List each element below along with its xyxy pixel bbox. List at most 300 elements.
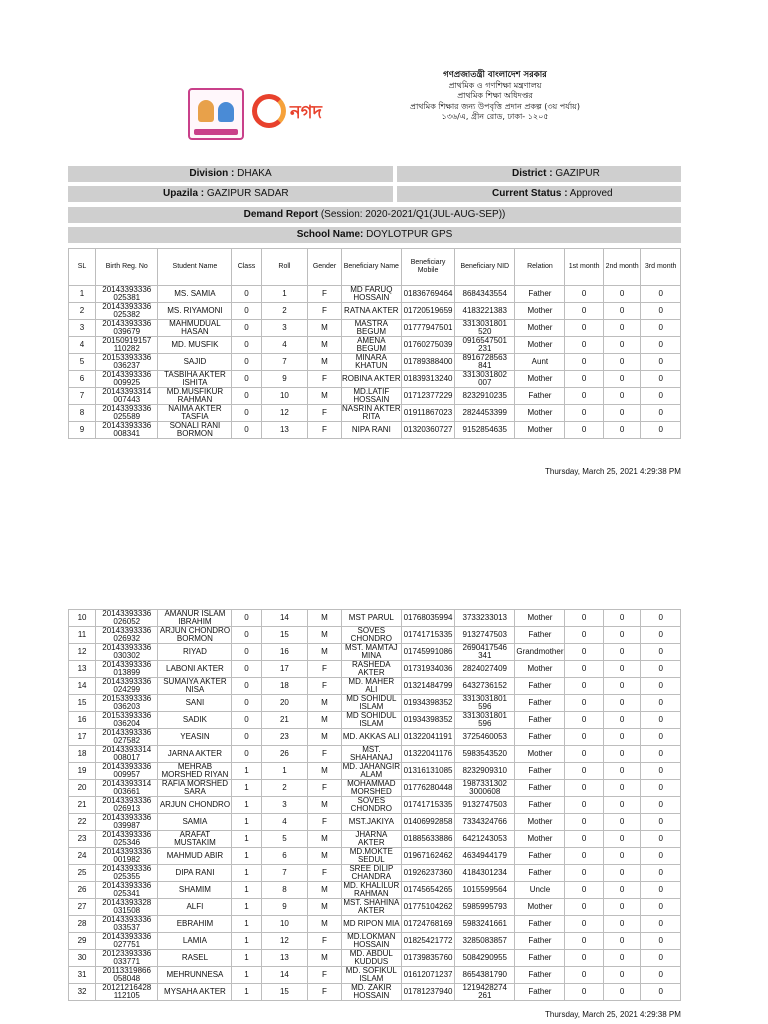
table-cell: 3 xyxy=(261,797,308,814)
table-cell: 20143393336 025382 xyxy=(96,303,158,320)
table-row xyxy=(69,695,681,712)
report-bar xyxy=(68,207,681,223)
table-cell: M xyxy=(308,354,341,371)
table-cell: 0 xyxy=(232,371,261,388)
table-cell: 4 xyxy=(69,337,96,354)
table-cell: 1 xyxy=(232,984,261,1001)
table-cell: 20153393336 036237 xyxy=(96,354,158,371)
table-cell: MS. SAMIA xyxy=(158,286,232,303)
table-cell: F xyxy=(308,967,341,984)
table-cell: 8232909310 xyxy=(455,763,515,780)
table-cell: 8 xyxy=(261,882,308,899)
table-cell: 01781237940 xyxy=(402,984,455,1001)
table-cell: 01322041176 xyxy=(402,746,455,763)
table-cell: SAJID xyxy=(158,354,232,371)
table-cell: 0 xyxy=(603,388,640,405)
table-cell: 0 xyxy=(565,695,604,712)
table-cell: 0 xyxy=(641,303,681,320)
table-cell: 0 xyxy=(232,388,261,405)
column-header: 3rd month xyxy=(641,249,681,286)
table-cell: 20153393336 036203 xyxy=(96,695,158,712)
table-cell: 0 xyxy=(603,354,640,371)
table-cell: 26 xyxy=(261,746,308,763)
table-cell: 0 xyxy=(565,797,604,814)
table-cell: 0 xyxy=(232,354,261,371)
table-row xyxy=(69,933,681,950)
table-cell: F xyxy=(308,814,341,831)
district-label: District : xyxy=(512,168,553,179)
table-cell: 0 xyxy=(232,405,261,422)
table-cell: 0 xyxy=(565,814,604,831)
table-row xyxy=(69,797,681,814)
table-cell: 8654381790 xyxy=(455,967,515,984)
table-cell: 1 xyxy=(261,763,308,780)
table-cell: MD. AKKAS ALI xyxy=(341,729,401,746)
table-cell: 1219428274 261 xyxy=(455,984,515,1001)
table-cell: 11 xyxy=(69,627,96,644)
table-cell: 20143393336 027751 xyxy=(96,933,158,950)
table-cell: 9 xyxy=(261,899,308,916)
page-header xyxy=(0,0,768,140)
primary-education-logo xyxy=(188,88,244,140)
table-cell: 20143393336 013899 xyxy=(96,661,158,678)
table-cell: LABONI AKTER xyxy=(158,661,232,678)
table-cell: Mother xyxy=(515,337,565,354)
table-cell: 01777947501 xyxy=(402,320,455,337)
table-cell: 15 xyxy=(69,695,96,712)
table-cell: 0 xyxy=(565,916,604,933)
table-cell: 01741715335 xyxy=(402,797,455,814)
table-cell: 0 xyxy=(232,422,261,439)
table-cell: 0 xyxy=(641,848,681,865)
table-cell: 2 xyxy=(69,303,96,320)
table-cell: 20153393336 036204 xyxy=(96,712,158,729)
table-cell: 26 xyxy=(69,882,96,899)
table-cell: 0 xyxy=(232,729,261,746)
table-cell: 0 xyxy=(565,865,604,882)
table-cell: 1 xyxy=(232,831,261,848)
table-cell: 1 xyxy=(232,967,261,984)
table-cell: 20143393336 026052 xyxy=(96,610,158,627)
table-cell: 1 xyxy=(232,865,261,882)
table-cell: 19 xyxy=(69,763,96,780)
table-cell: ARJUN CHONDRO xyxy=(158,797,232,814)
table-cell: 0 xyxy=(565,627,604,644)
table-cell: RAFIA MORSHED SARA xyxy=(158,780,232,797)
table-cell: YEASIN xyxy=(158,729,232,746)
table-cell: 1 xyxy=(232,916,261,933)
column-header: 1st month xyxy=(565,249,604,286)
table-cell: 7 xyxy=(69,388,96,405)
table-cell: TASBIHA AKTER ISHITA xyxy=(158,371,232,388)
nagad-logo xyxy=(250,92,340,136)
table-row xyxy=(69,899,681,916)
table-row xyxy=(69,644,681,661)
table-cell: 0 xyxy=(641,644,681,661)
table-cell: 0 xyxy=(232,661,261,678)
upazila-label: Upazila : xyxy=(163,188,205,199)
status-value: Approved xyxy=(569,188,613,199)
table-cell: 1 xyxy=(232,950,261,967)
table-cell: 20143393336 026932 xyxy=(96,627,158,644)
table-cell: SONALI RANI BORMON xyxy=(158,422,232,439)
table-cell: 8232910235 xyxy=(455,388,515,405)
table-cell: MD SOHIDUL ISLAM xyxy=(341,695,401,712)
table-cell: SOVES CHONDRO xyxy=(341,797,401,814)
table-row xyxy=(69,627,681,644)
table-cell: MD. MUSFIK xyxy=(158,337,232,354)
table-row xyxy=(69,320,681,337)
table-cell: MYSAHA AKTER xyxy=(158,984,232,1001)
table-cell: MD.MOKTE SEDUL xyxy=(341,848,401,865)
table-cell: MD. MAHER ALI xyxy=(341,678,401,695)
table-row xyxy=(69,950,681,967)
print-timestamp: Thursday, March 25, 2021 4:29:38 PM xyxy=(545,1010,681,1019)
table-cell: 01741715335 xyxy=(402,627,455,644)
table-cell: MD.LOKMAN HOSSAIN xyxy=(341,933,401,950)
table-cell: 0 xyxy=(641,729,681,746)
table-row xyxy=(69,746,681,763)
table-cell: F xyxy=(308,746,341,763)
table-cell: 01712377229 xyxy=(402,388,455,405)
table-row xyxy=(69,286,681,303)
table-cell: M xyxy=(308,899,341,916)
table-cell: 0 xyxy=(232,337,261,354)
table-cell: 0 xyxy=(603,916,640,933)
table-cell: 0 xyxy=(603,371,640,388)
table-cell: 0 xyxy=(641,354,681,371)
upazila-bar xyxy=(68,186,393,202)
table-cell: 13 xyxy=(261,422,308,439)
table-cell: 0 xyxy=(565,967,604,984)
table-cell: 16 xyxy=(69,712,96,729)
table-cell: 20143393336 025355 xyxy=(96,865,158,882)
table-cell: 0 xyxy=(641,610,681,627)
table-row xyxy=(69,780,681,797)
table-cell: 0 xyxy=(565,405,604,422)
table-cell: 3733233013 xyxy=(455,610,515,627)
table-cell: MD. KHALILUR RAHMAN xyxy=(341,882,401,899)
table-cell: 0 xyxy=(232,286,261,303)
table-row xyxy=(69,848,681,865)
report-label: Demand Report xyxy=(243,209,319,220)
table-cell: 20143393336 039679 xyxy=(96,320,158,337)
table-cell: DIPA RANI xyxy=(158,865,232,882)
table-cell: 0 xyxy=(641,814,681,831)
table-cell: 0 xyxy=(565,882,604,899)
table-cell: 0 xyxy=(603,320,640,337)
table-cell: 0 xyxy=(232,695,261,712)
table-cell: 12 xyxy=(69,644,96,661)
table-row xyxy=(69,661,681,678)
table-cell: RIYAD xyxy=(158,644,232,661)
table-cell: ARAFAT MUSTAKIM xyxy=(158,831,232,848)
district-value: GAZIPUR xyxy=(555,168,600,179)
school-bar xyxy=(68,227,681,243)
table-cell: SANI xyxy=(158,695,232,712)
table-cell: 0 xyxy=(565,661,604,678)
table-cell: 0 xyxy=(641,899,681,916)
column-header: Beneficiary NID xyxy=(455,249,515,286)
column-header: Relation xyxy=(515,249,565,286)
table-cell: 9132747503 xyxy=(455,797,515,814)
table-cell: 5985995793 xyxy=(455,899,515,916)
table-cell: 01911867023 xyxy=(402,405,455,422)
division-label: Division : xyxy=(189,168,235,179)
table-cell: F xyxy=(308,286,341,303)
column-header: Birth Reg. No xyxy=(96,249,158,286)
table-cell: MD RIPON MIA xyxy=(341,916,401,933)
table-cell: 0 xyxy=(603,797,640,814)
table-row xyxy=(69,678,681,695)
table-cell: Mother xyxy=(515,831,565,848)
table-cell: 0 xyxy=(641,831,681,848)
table-cell: ROBINA AKTER xyxy=(341,371,401,388)
table-cell: M xyxy=(308,695,341,712)
table-cell: MD. ABDUL KUDDUS xyxy=(341,950,401,967)
table-cell: F xyxy=(308,933,341,950)
table-cell: ARJUN CHONDRO BORMON xyxy=(159,626,231,643)
table-cell: 0 xyxy=(641,695,681,712)
table-cell: 0 xyxy=(641,746,681,763)
table-cell: 7 xyxy=(261,354,308,371)
table-cell: 17 xyxy=(69,729,96,746)
gov-line: প্রাথমিক শিক্ষা অধিদপ্তর xyxy=(457,91,533,100)
table-cell: 1 xyxy=(261,286,308,303)
beneficiary-table-page1 xyxy=(68,248,681,439)
table-cell: 0 xyxy=(603,984,640,1001)
table-row xyxy=(69,984,681,1001)
table-cell: 20143393336 025381 xyxy=(96,286,158,303)
table-cell: F xyxy=(308,661,341,678)
table-cell: Mother xyxy=(515,746,565,763)
table-cell: 0 xyxy=(641,422,681,439)
table-row xyxy=(69,967,681,984)
table-cell: MD FARUQ HOSSAIN xyxy=(341,286,401,303)
table-cell: 0 xyxy=(603,286,640,303)
table-cell: 20121216428 112105 xyxy=(96,984,158,1001)
table-cell: Grandmother xyxy=(515,644,565,661)
table-cell: 8916728563 841 xyxy=(455,354,515,371)
table-cell: 20150919157 110282 xyxy=(96,337,158,354)
table-cell: 01789388400 xyxy=(402,354,455,371)
column-header: Gender xyxy=(308,249,341,286)
table-cell: 2824027409 xyxy=(455,661,515,678)
table-cell: Father xyxy=(515,627,565,644)
table-cell: 0 xyxy=(565,422,604,439)
table-cell: 0 xyxy=(603,712,640,729)
table-cell: 3313031802 007 xyxy=(455,371,515,388)
table-cell: M xyxy=(308,882,341,899)
table-cell: Mother xyxy=(515,320,565,337)
table-cell: MAHMUDUAL HASAN xyxy=(158,320,232,337)
table-cell: 13 xyxy=(69,661,96,678)
table-cell: 20143393336 033537 xyxy=(96,916,158,933)
table-cell: 0 xyxy=(232,746,261,763)
table-cell: SADIK xyxy=(158,712,232,729)
table-cell: 0 xyxy=(641,882,681,899)
table-cell: 14 xyxy=(69,678,96,695)
column-header: Beneficiary Name xyxy=(341,249,401,286)
table-row xyxy=(69,814,681,831)
table-cell: F xyxy=(308,303,341,320)
table-cell: 3285083857 xyxy=(455,933,515,950)
table-cell: 5 xyxy=(261,831,308,848)
table-cell: 01836769464 xyxy=(402,286,455,303)
table-cell: 0 xyxy=(603,933,640,950)
table-cell: 0 xyxy=(232,320,261,337)
table-cell: M xyxy=(308,388,341,405)
table-cell: 21 xyxy=(261,712,308,729)
table-cell: M xyxy=(308,729,341,746)
column-header: Beneficiary Mobile xyxy=(402,249,455,286)
table-cell: 9152854635 xyxy=(455,422,515,439)
table-cell: M xyxy=(308,848,341,865)
table-cell: 01775104262 xyxy=(402,899,455,916)
table-cell: 0 xyxy=(641,371,681,388)
table-cell: MD. JAHANGIR ALAM xyxy=(342,762,400,779)
table-cell: MST PARUL xyxy=(341,610,401,627)
table-cell: 2 xyxy=(261,303,308,320)
table-cell: Mother xyxy=(515,661,565,678)
table-cell: 0 xyxy=(641,950,681,967)
column-header: 2nd month xyxy=(603,249,640,286)
column-header: Class xyxy=(232,249,261,286)
table-cell: 0 xyxy=(603,814,640,831)
table-cell: 0 xyxy=(603,610,640,627)
table-cell: 0 xyxy=(603,882,640,899)
division-bar xyxy=(68,166,393,182)
table-cell: 20143393328 031508 xyxy=(96,899,158,916)
table-cell: Father xyxy=(515,984,565,1001)
table-cell: 0916547501 231 xyxy=(455,337,515,354)
table-cell: 0 xyxy=(603,678,640,695)
table-cell: 20143393336 030302 xyxy=(96,644,158,661)
table-cell: Father xyxy=(515,695,565,712)
table-cell: 4634944179 xyxy=(455,848,515,865)
table-cell: 24 xyxy=(69,848,96,865)
table-cell: 0 xyxy=(565,729,604,746)
table-cell: 20143393336 039987 xyxy=(96,814,158,831)
table-cell: 2824453399 xyxy=(455,405,515,422)
table-cell: 0 xyxy=(641,405,681,422)
table-cell: 0 xyxy=(565,848,604,865)
table-cell: MEHRUNNESA xyxy=(158,967,232,984)
table-cell: Mother xyxy=(515,422,565,439)
table-cell: RASEL xyxy=(158,950,232,967)
table-cell: 1 xyxy=(232,763,261,780)
table-cell: F xyxy=(308,865,341,882)
table-cell: SREE DILIP CHANDRA xyxy=(341,865,401,882)
table-cell: 3 xyxy=(261,320,308,337)
table-cell: Father xyxy=(515,780,565,797)
table-cell: 01720519659 xyxy=(402,303,455,320)
table-cell: MS. RIYAMONI xyxy=(158,303,232,320)
table-cell: 0 xyxy=(603,831,640,848)
table-cell: NASRIN AKTER RITA xyxy=(341,404,401,421)
report-session: (Session: 2020-2021/Q1(JUL-AUG-SEP)) xyxy=(320,209,506,220)
table-cell: 01934398352 xyxy=(402,712,455,729)
table-cell: LAMIA xyxy=(158,933,232,950)
table-cell: 23 xyxy=(261,729,308,746)
table-cell: F xyxy=(308,780,341,797)
table-cell: 0 xyxy=(232,644,261,661)
table-cell: 0 xyxy=(232,678,261,695)
table-cell: 01724768169 xyxy=(402,916,455,933)
table-cell: Father xyxy=(515,933,565,950)
table-cell: 1 xyxy=(232,933,261,950)
table-cell: MINARA KHATUN xyxy=(341,354,401,371)
table-cell: 9132747503 xyxy=(455,627,515,644)
table-cell: Father xyxy=(515,712,565,729)
table-cell: 0 xyxy=(641,678,681,695)
table-cell: M xyxy=(308,831,341,848)
table-cell: 12 xyxy=(261,933,308,950)
table-cell: 01934398352 xyxy=(402,695,455,712)
table-cell: 20143393336 009957 xyxy=(96,763,158,780)
table-cell: 20143393336 001982 xyxy=(96,848,158,865)
table-cell: M xyxy=(308,610,341,627)
table-cell: M xyxy=(308,644,341,661)
table-cell: 20 xyxy=(261,695,308,712)
table-cell: 1015599564 xyxy=(455,882,515,899)
table-cell: ALFI xyxy=(158,899,232,916)
table-row xyxy=(69,763,681,780)
table-cell: Mother xyxy=(515,610,565,627)
table-cell: 20143393336 024299 xyxy=(96,678,158,695)
table-cell: 01745991086 xyxy=(402,644,455,661)
table-cell: 0 xyxy=(565,371,604,388)
table-cell: MD.MUSFIKUR RAHMAN xyxy=(158,388,232,405)
table-cell: 0 xyxy=(641,763,681,780)
table-cell: 0 xyxy=(641,797,681,814)
table-cell: 0 xyxy=(603,950,640,967)
table-cell: M xyxy=(308,797,341,814)
school-label: School Name: xyxy=(296,229,364,240)
table-cell: 6432736152 xyxy=(455,678,515,695)
table-cell: 3725460053 xyxy=(455,729,515,746)
table-cell: RATNA AKTER xyxy=(341,303,401,320)
table-cell: 21 xyxy=(69,797,96,814)
table-cell: 01739835760 xyxy=(402,950,455,967)
table-cell: 20143393314 008017 xyxy=(96,746,158,763)
table-cell: 0 xyxy=(565,320,604,337)
table-row xyxy=(69,405,681,422)
table-cell: 0 xyxy=(565,644,604,661)
table-cell: Mother xyxy=(515,405,565,422)
table-cell: 0 xyxy=(565,950,604,967)
table-cell: 0 xyxy=(641,286,681,303)
table-cell: M xyxy=(308,916,341,933)
table-cell: 1 xyxy=(69,286,96,303)
table-cell: 0 xyxy=(603,899,640,916)
table-cell: 15 xyxy=(261,627,308,644)
table-cell: F xyxy=(308,984,341,1001)
table-cell: MASTRA BEGUM xyxy=(341,320,401,337)
child-figure-icon xyxy=(198,100,214,122)
table-cell: MST. MAMTAJ MINA xyxy=(341,644,401,661)
table-cell: Father xyxy=(515,967,565,984)
table-cell: 0 xyxy=(641,627,681,644)
table-cell: 5983241661 xyxy=(455,916,515,933)
table-cell: Mother xyxy=(515,899,565,916)
table-row xyxy=(69,371,681,388)
table-cell: 10 xyxy=(261,916,308,933)
gov-line: প্রাথমিক শিক্ষার জন্য উপবৃত্তি প্রদান প্রকল্প (৩য় পর্যায়) xyxy=(410,101,580,111)
table-cell: 4183221383 xyxy=(455,303,515,320)
table-cell: 31 xyxy=(69,967,96,984)
table-cell: 20143393336 026913 xyxy=(96,797,158,814)
